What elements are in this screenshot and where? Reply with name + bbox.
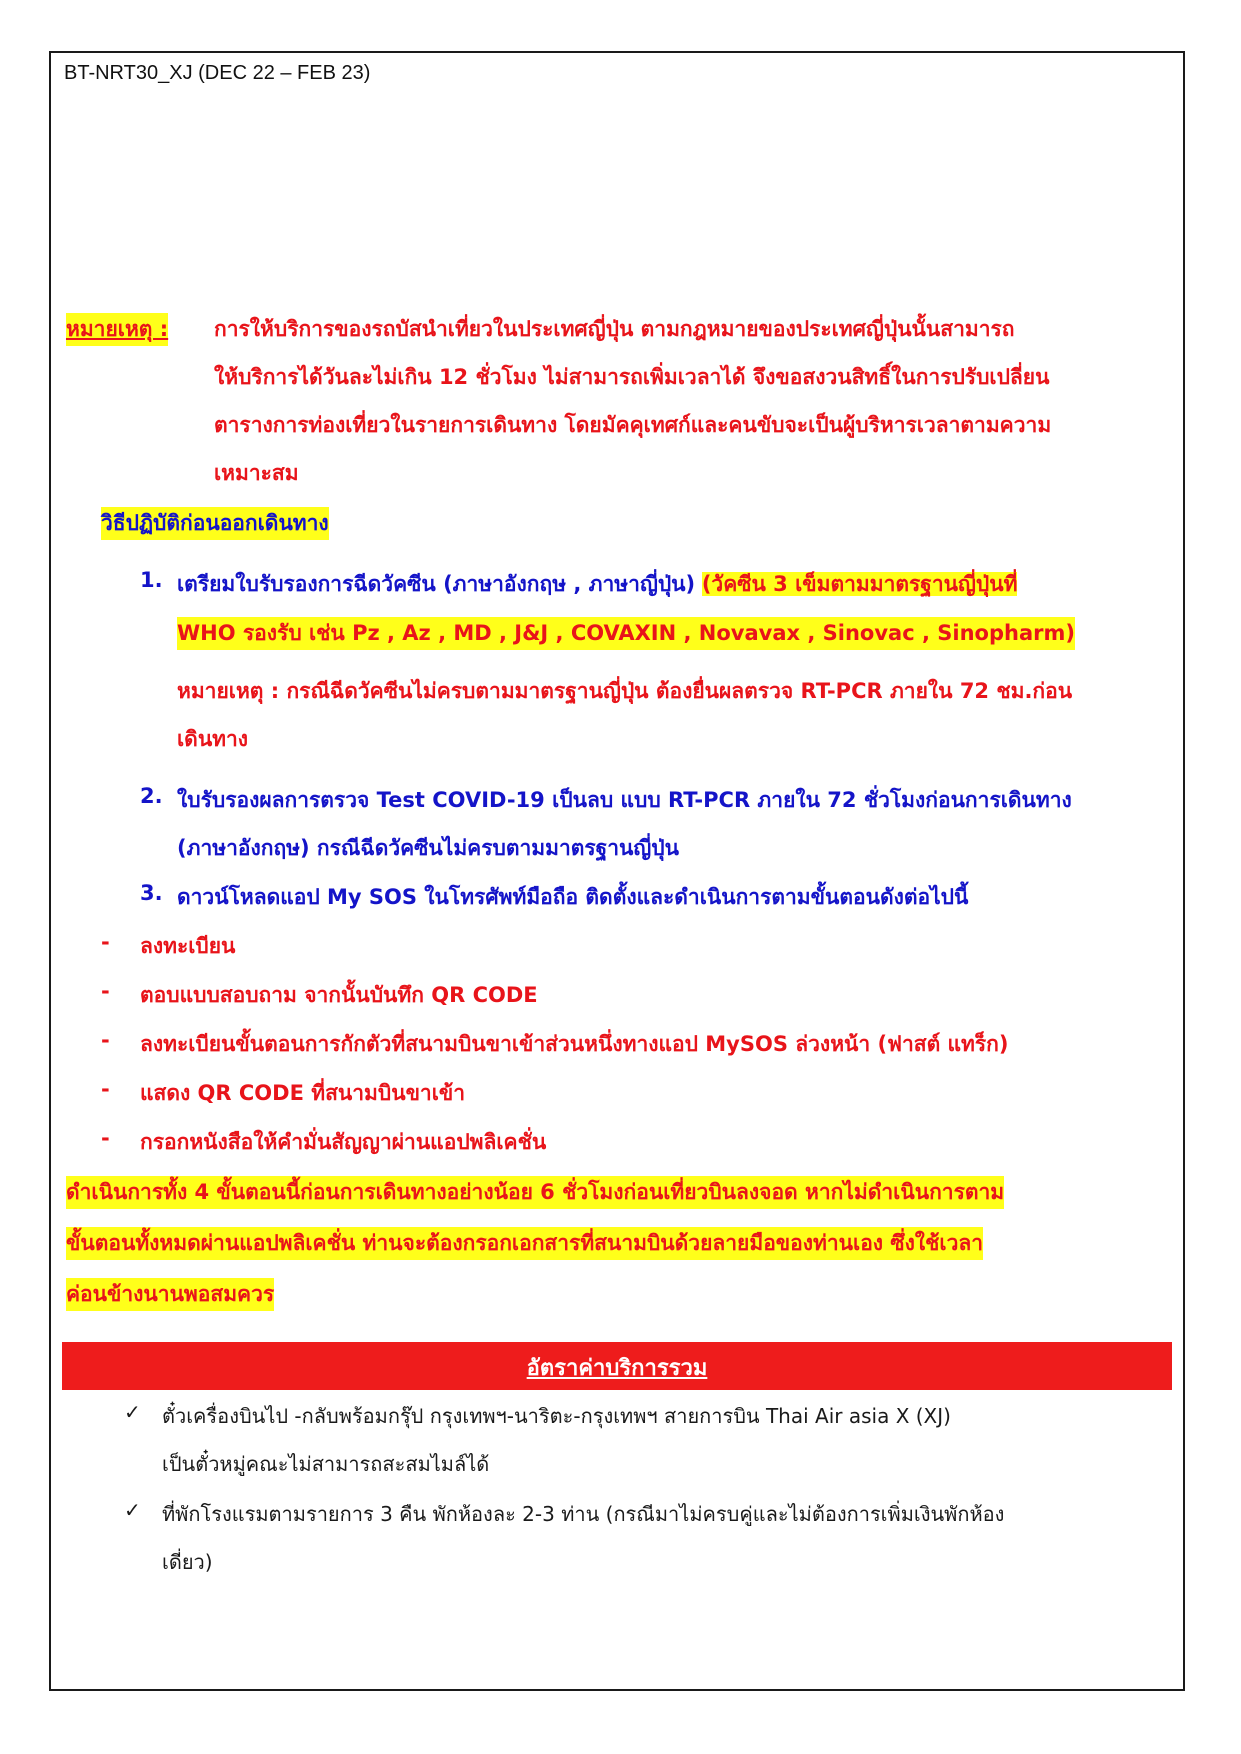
step-2-dash: - [101, 979, 110, 1003]
item-1-note-a: หมายเหตุ : กรณีฉีดวัคซีนไม่ครบตามมาตรฐานญี่ปุ่น ต้องยื่นผลตรวจ RT-PCR ภายใน 72 ชม.ก่อน [177, 679, 1073, 703]
item-1-note-b: เดินทาง [177, 727, 249, 751]
step-1: ลงทะเบียน [140, 934, 236, 958]
item-1-number: 1. [140, 568, 163, 592]
step-4-dash: - [101, 1077, 110, 1101]
rate-item-2-line-a: ที่พักโรงแรมตามรายการ 3 คืน พักห้องละ 2-3 ท่าน (กรณีมาไม่ครบคู่และไม่ต้องการเพิ่มเงินพักห้อง [162, 1502, 1005, 1526]
rate-item-2-line-b: เดี่ยว) [162, 1550, 213, 1574]
item-3-text: ดาวน์โหลดแอป My SOS ในโทรศัพท์มือถือ ติดตั้งและดำเนินการตามขั้นตอนดังต่อไปนี้ [177, 885, 969, 909]
item-1-highlight-b: WHO รองรับ เช่น Pz , Az , MD , J&J , COVAXIN , Novavax , Sinovac , Sinopharm) [177, 617, 1075, 650]
rate-item-1-line-b: เป็นตั๋วหมู่คณะไม่สามารถสะสมไมล์ได้ [162, 1452, 490, 1476]
step-3: ลงทะเบียนขั้นตอนการกักตัวที่สนามบินขาเข้าส่วนหนึ่งทางแอป MySOS ล่วงหน้า (ฟาสต์ แทร็ก) [140, 1032, 1009, 1056]
note-line-1: การให้บริการของรถบัสนำเที่ยวในประเทศญี่ปุ่น ตามกฎหมายของประเทศญี่ปุ่นนั้นสามารถ [214, 317, 1015, 341]
step-4: แสดง QR CODE ที่สนามบินขาเข้า [140, 1081, 466, 1105]
item-1-text: เตรียมใบรับรองการฉีดวัคซีน (ภาษาอังกฤษ , ภาษาญี่ปุ่น) [177, 572, 696, 596]
document-code: BT-NRT30_XJ (DEC 22 – FEB 23) [64, 62, 371, 84]
warning-line-1: ดำเนินการทั้ง 4 ขั้นตอนนี้ก่อนการเดินทางอย่างน้อย 6 ชั่วโมงก่อนเที่ยวบินลงจอด หากไม่ดำเนินการตาม [66, 1176, 1004, 1209]
step-3-dash: - [101, 1028, 110, 1052]
check-icon: ✓ [124, 1400, 141, 1424]
item-1-text-row [177, 568, 1017, 601]
rates-title: อัตราค่าบริการรวม [526, 1356, 708, 1381]
item-1-highlight-a: (วัคซีน 3 เข็มตามมาตรฐานญี่ปุ่นที่ [701, 572, 1018, 596]
prep-heading: วิธีปฏิบัติก่อนออกเดินทาง [101, 507, 329, 540]
step-5-dash: - [101, 1126, 110, 1150]
note-line-4: เหมาะสม [214, 461, 299, 485]
note-line-2: ให้บริการได้วันละไม่เกิน 12 ชั่วโมง ไม่สามารถเพิ่มเวลาได้ จึงขอสงวนสิทธิ์ในการปรับเปลี่ยน [214, 365, 1050, 389]
page-border [49, 51, 1185, 1691]
item-3-number: 3. [140, 881, 163, 905]
note-line-3: ตารางการท่องเที่ยวในรายการเดินทาง โดยมัคคุเทศก์และคนขับจะเป็นผู้บริหารเวลาตามความ [214, 413, 1052, 437]
check-icon: ✓ [124, 1498, 141, 1522]
step-5: กรอกหนังสือให้คำมั่นสัญญาผ่านแอปพลิเคชั่น [140, 1130, 547, 1154]
warning-line-3: ค่อนข้างนานพอสมควร [66, 1278, 274, 1311]
rate-item-1-line-a: ตั๋วเครื่องบินไป -กลับพร้อมกรุ๊ป กรุงเทพฯ-นาริตะ-กรุงเทพฯ สายการบิน Thai Air asia X (XJ) [162, 1404, 951, 1428]
step-2: ตอบแบบสอบถาม จากนั้นบันทึก QR CODE [140, 983, 538, 1007]
note-label: หมายเหตุ : [66, 313, 168, 346]
warning-line-2: ขั้นตอนทั้งหมดผ่านแอปพลิเคชั่น ท่านจะต้องกรอกเอกสารที่สนามบินด้วยลายมือของท่านเอง ซึ่งใช้เวลา [66, 1227, 983, 1260]
item-2-text-b: (ภาษาอังกฤษ) กรณีฉีดวัคซีนไม่ครบตามมาตรฐานญี่ปุ่น [177, 836, 679, 860]
rates-title-bar [62, 1342, 1172, 1390]
item-2-number: 2. [140, 784, 163, 808]
item-2-text-a: ใบรับรองผลการตรวจ Test COVID-19 เป็นลบ แบบ RT-PCR ภายใน 72 ชั่วโมงก่อนการเดินทาง [177, 788, 1072, 812]
step-1-dash: - [101, 930, 110, 954]
